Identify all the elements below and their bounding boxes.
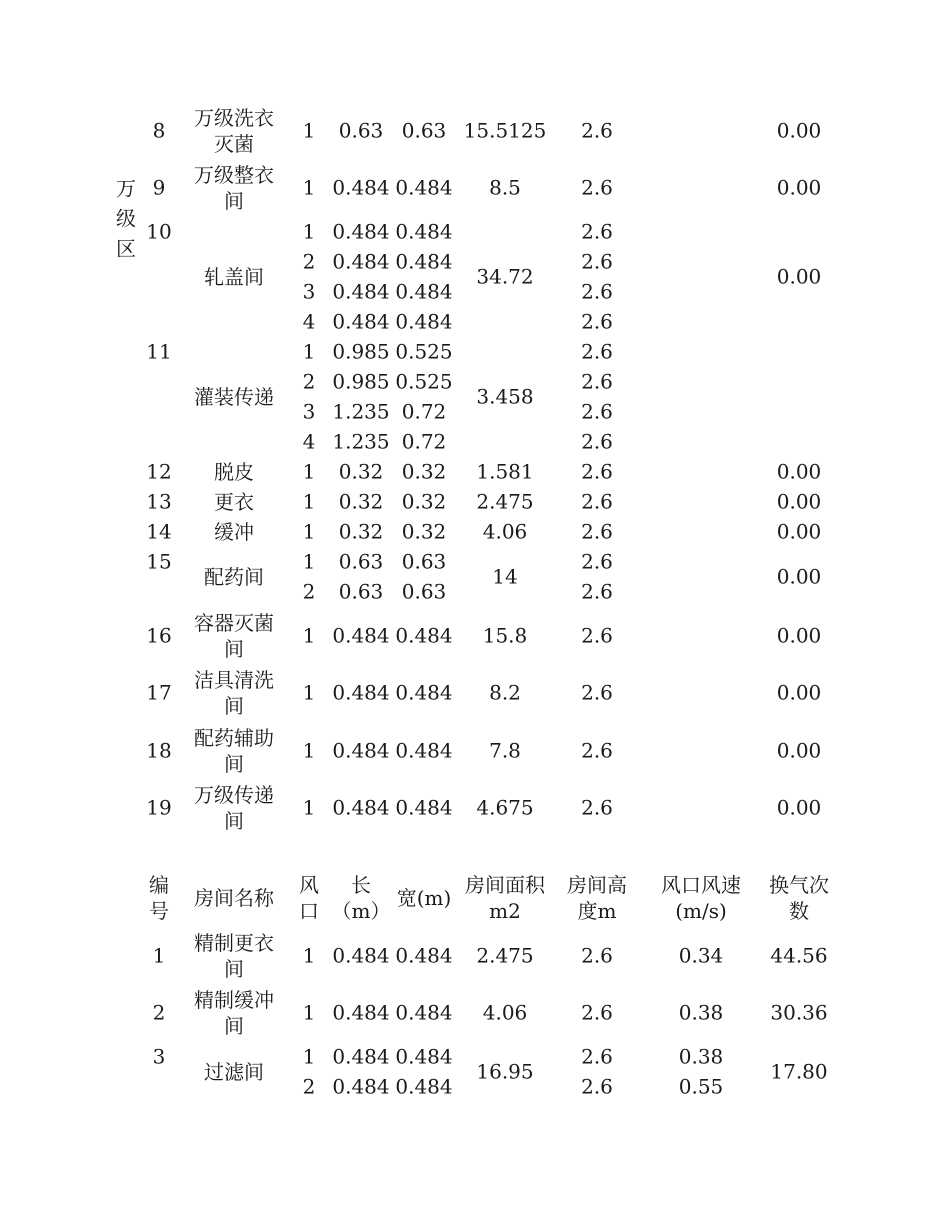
s1-room-name-line: 缓冲 [214,520,254,544]
s2-outlet-length: 0.484 [332,1044,390,1069]
s1-room-id: 12 [146,459,172,484]
s1-room-name [194,162,274,214]
s1-outlet-width: 0.32 [401,519,447,544]
s1-room-height: 2.6 [581,219,613,244]
s1-outlet-width: 0.484 [395,680,453,705]
s2-header-width-line: 宽(m) [396,886,452,910]
s2-outlet-speed: 0.55 [678,1074,724,1099]
s1-room-area: 4.06 [482,519,528,544]
s1-outlet-length: 0.63 [338,549,384,574]
s1-outlet-no: 3 [302,399,316,424]
s1-room-height: 2.6 [581,680,613,705]
s1-room-name-line: 配药间 [204,565,264,589]
s1-outlet-no: 1 [302,459,316,484]
s1-outlet-no: 1 [302,680,316,705]
s2-header-outlet-line: 风 [299,873,319,897]
s2-air-changes: 44.56 [770,943,828,968]
s1-outlet-width: 0.484 [395,279,453,304]
s1-outlet-length: 0.484 [332,623,390,648]
s1-room-area: 34.72 [476,264,534,289]
s1-room-name-line: 间 [224,189,244,214]
s1-room-height: 2.6 [581,399,613,424]
s1-outlet-no: 1 [302,795,316,820]
s1-outlet-no: 1 [302,549,316,574]
s1-air-changes: 0.00 [776,175,822,200]
s2-room-height: 2.6 [581,1074,613,1099]
s2-header-air-changes [769,872,829,924]
s1-room-name-line: 更衣 [214,490,254,514]
s2-room-name-line: 间 [224,956,244,981]
s2-header-name-line: 房间名称 [194,886,274,910]
s2-outlet-no: 1 [302,943,316,968]
s1-room-height: 2.6 [581,738,613,763]
s1-room-name [194,610,274,662]
s1-outlet-width: 0.484 [395,623,453,648]
s2-outlet-length: 0.484 [332,943,390,968]
s1-room-name [214,459,254,485]
s1-outlet-length: 1.235 [332,399,390,424]
s1-outlet-no: 1 [302,339,316,364]
s1-room-height: 2.6 [581,309,613,334]
s2-outlet-no: 2 [302,1074,316,1099]
s1-room-name-line: 容器灭菌 [194,610,274,635]
s2-header-height-line: 度m [577,899,617,923]
s1-outlet-width: 0.525 [395,339,453,364]
s2-room-name [204,1059,264,1085]
s1-air-changes: 0.00 [776,680,822,705]
s1-room-area: 14 [492,564,518,589]
s1-room-id: 8 [152,118,166,143]
s2-room-id: 1 [152,943,166,968]
s1-room-area: 7.8 [489,738,521,763]
s1-outlet-width: 0.484 [395,249,453,274]
s1-air-changes: 0.00 [776,519,822,544]
s2-header-outlet [299,872,319,924]
s1-outlet-no: 1 [302,519,316,544]
s1-room-name [214,489,254,515]
s1-room-name [214,519,254,545]
s2-room-name [194,930,274,982]
s1-outlet-length: 0.32 [338,519,384,544]
s2-room-area: 4.06 [482,1000,528,1025]
s2-header-area [465,872,545,924]
s1-outlet-length: 0.32 [338,489,384,514]
s2-header-air-changes-line: 换气次 [769,873,829,897]
s2-header-length-line: （m） [331,899,391,923]
s1-outlet-length: 0.63 [338,118,384,143]
s2-header-air-changes-line: 数 [789,899,809,923]
s1-air-changes: 0.00 [776,264,822,289]
s1-outlet-no: 2 [302,249,316,274]
s1-outlet-no: 1 [302,118,316,143]
s2-header-id-line: 编 [149,873,169,897]
s2-room-name-line: 间 [224,1014,244,1039]
s1-room-name-line: 万级整衣 [194,163,274,188]
s1-air-changes: 0.00 [776,459,822,484]
s2-room-height: 2.6 [581,943,613,968]
s1-outlet-no: 4 [302,429,316,454]
s1-outlet-length: 0.484 [332,738,390,763]
s2-outlet-no: 1 [302,1044,316,1069]
s1-outlet-width: 0.484 [395,309,453,334]
s2-air-changes: 17.80 [770,1059,828,1084]
s2-outlet-width: 0.484 [395,1000,453,1025]
s2-header-speed-line: 风口风速 [661,873,741,897]
s2-room-name-line: 精制缓冲 [194,988,274,1013]
s1-outlet-length: 0.985 [332,369,390,394]
s2-outlet-length: 0.484 [332,1000,390,1025]
s2-header-speed-line: (m/s) [675,899,727,923]
s1-room-height: 2.6 [581,339,613,364]
s1-air-changes: 0.00 [776,795,822,820]
s1-outlet-length: 0.484 [332,219,390,244]
s2-header-id [149,872,169,924]
s1-outlet-width: 0.32 [401,489,447,514]
s1-air-changes: 0.00 [776,489,822,514]
s1-outlet-length: 0.32 [338,459,384,484]
s2-header-area-line: 房间面积 [465,873,545,897]
s1-room-height: 2.6 [581,459,613,484]
s1-air-changes: 0.00 [776,564,822,589]
s1-air-changes: 0.00 [776,738,822,763]
s2-room-id: 3 [152,1044,166,1069]
s1-room-id: 16 [146,623,172,648]
s2-room-area: 2.475 [476,943,534,968]
s2-header-height-line: 房间高 [567,873,627,897]
s2-outlet-width: 0.484 [395,943,453,968]
s1-room-name-line: 间 [224,636,244,661]
s1-outlet-length: 0.484 [332,249,390,274]
s1-room-area: 1.581 [476,459,534,484]
s1-outlet-no: 1 [302,219,316,244]
s1-outlet-no: 1 [302,623,316,648]
s1-room-name-line: 万级传递 [194,783,274,808]
s1-room-height: 2.6 [581,369,613,394]
s1-outlet-length: 0.484 [332,309,390,334]
s1-room-name [204,264,264,290]
s1-room-height: 2.6 [581,795,613,820]
s1-outlet-no: 1 [302,489,316,514]
s2-header-height [567,872,627,924]
s1-room-name-line: 灌装传递 [194,385,274,409]
s2-room-name-line: 精制更衣 [194,930,274,955]
s1-room-name-line: 配药辅助 [194,725,274,750]
s1-room-height: 2.6 [581,429,613,454]
s1-room-name-line: 洁具清洗 [194,668,274,693]
s1-outlet-length: 0.985 [332,339,390,364]
zone-label-char: 级 [116,206,136,231]
s1-outlet-width: 0.72 [401,399,447,424]
s2-outlet-width: 0.484 [395,1074,453,1099]
s1-outlet-no: 1 [302,175,316,200]
s1-room-height: 2.6 [581,519,613,544]
s1-outlet-no: 4 [302,309,316,334]
s1-room-area: 8.5 [489,175,521,200]
s1-room-height: 2.6 [581,489,613,514]
s1-room-name-line: 间 [224,694,244,719]
s1-outlet-width: 0.484 [395,795,453,820]
s1-outlet-length: 0.484 [332,175,390,200]
s2-room-height: 2.6 [581,1000,613,1025]
s1-outlet-width: 0.484 [395,219,453,244]
s2-header-id-line: 号 [149,899,169,923]
s1-outlet-no: 1 [302,738,316,763]
s1-outlet-width: 0.63 [401,579,447,604]
s1-outlet-width: 0.484 [395,738,453,763]
s1-room-id: 10 [146,219,172,244]
s2-outlet-speed: 0.38 [678,1044,724,1069]
s1-outlet-width: 0.32 [401,459,447,484]
s1-room-name-line: 脱皮 [214,460,254,484]
s2-room-name-line: 过滤间 [204,1060,264,1084]
s1-room-area: 3.458 [476,384,534,409]
s1-room-name [194,725,274,777]
s1-room-id: 14 [146,519,172,544]
s2-outlet-width: 0.484 [395,1044,453,1069]
s1-room-id: 19 [146,795,172,820]
s1-outlet-length: 0.484 [332,795,390,820]
s1-outlet-width: 0.525 [395,369,453,394]
s1-room-name-line: 间 [224,751,244,776]
s1-room-name-line: 万级洗衣 [194,105,274,130]
s1-room-id: 11 [146,339,172,364]
s2-header-length [332,872,391,924]
s2-header-width [397,885,452,911]
s1-room-id: 17 [146,680,172,705]
s1-outlet-length: 0.484 [332,279,390,304]
s1-outlet-length: 0.63 [338,579,384,604]
s2-air-changes: 30.36 [770,1000,828,1025]
s2-header-outlet-line: 口 [299,899,319,923]
s1-outlet-no: 2 [302,369,316,394]
s1-room-id: 13 [146,489,172,514]
s1-air-changes: 0.00 [776,623,822,648]
s2-room-id: 2 [152,1000,166,1025]
s2-header-length-line: 长 [351,873,371,897]
s1-outlet-width: 0.63 [401,549,447,574]
s1-room-name [194,384,274,410]
s1-room-height: 2.6 [581,279,613,304]
s1-room-area: 2.475 [476,489,534,514]
s2-outlet-no: 1 [302,1000,316,1025]
s1-room-area: 4.675 [476,795,534,820]
s1-room-height: 2.6 [581,623,613,648]
s2-outlet-length: 0.484 [332,1074,390,1099]
s1-room-height: 2.6 [581,579,613,604]
zone-label-char: 区 [116,236,136,261]
s2-header-speed [661,872,741,924]
s1-outlet-width: 0.63 [401,118,447,143]
s2-header-area-line: m2 [489,899,521,923]
s1-room-area: 15.5125 [463,118,547,143]
s1-outlet-length: 0.484 [332,680,390,705]
s1-room-name [194,782,274,834]
s1-room-area: 8.2 [489,680,521,705]
s1-air-changes: 0.00 [776,118,822,143]
s1-room-id: 18 [146,738,172,763]
s1-room-height: 2.6 [581,175,613,200]
s1-room-name [204,564,264,590]
s1-room-height: 2.6 [581,118,613,143]
s1-room-name [194,105,274,157]
s2-outlet-speed: 0.38 [678,1000,724,1025]
s1-room-name-line: 轧盖间 [204,265,264,289]
s1-room-area: 15.8 [482,623,528,648]
s1-room-height: 2.6 [581,249,613,274]
s1-room-name [194,667,274,719]
s1-room-height: 2.6 [581,549,613,574]
s2-outlet-speed: 0.34 [678,943,724,968]
s1-room-id: 15 [146,549,172,574]
s2-room-height: 2.6 [581,1044,613,1069]
s1-outlet-no: 3 [302,279,316,304]
s1-room-id: 9 [152,175,166,200]
s1-room-name-line: 灭菌 [214,131,254,156]
s2-room-area: 16.95 [476,1059,534,1084]
s2-header-name [194,885,274,911]
s2-room-name [194,987,274,1039]
s1-outlet-length: 1.235 [332,429,390,454]
s1-outlet-width: 0.484 [395,175,453,200]
s1-outlet-no: 2 [302,579,316,604]
zone-label-char: 万 [116,176,136,201]
s1-outlet-width: 0.72 [401,429,447,454]
s1-room-name-line: 间 [224,809,244,834]
